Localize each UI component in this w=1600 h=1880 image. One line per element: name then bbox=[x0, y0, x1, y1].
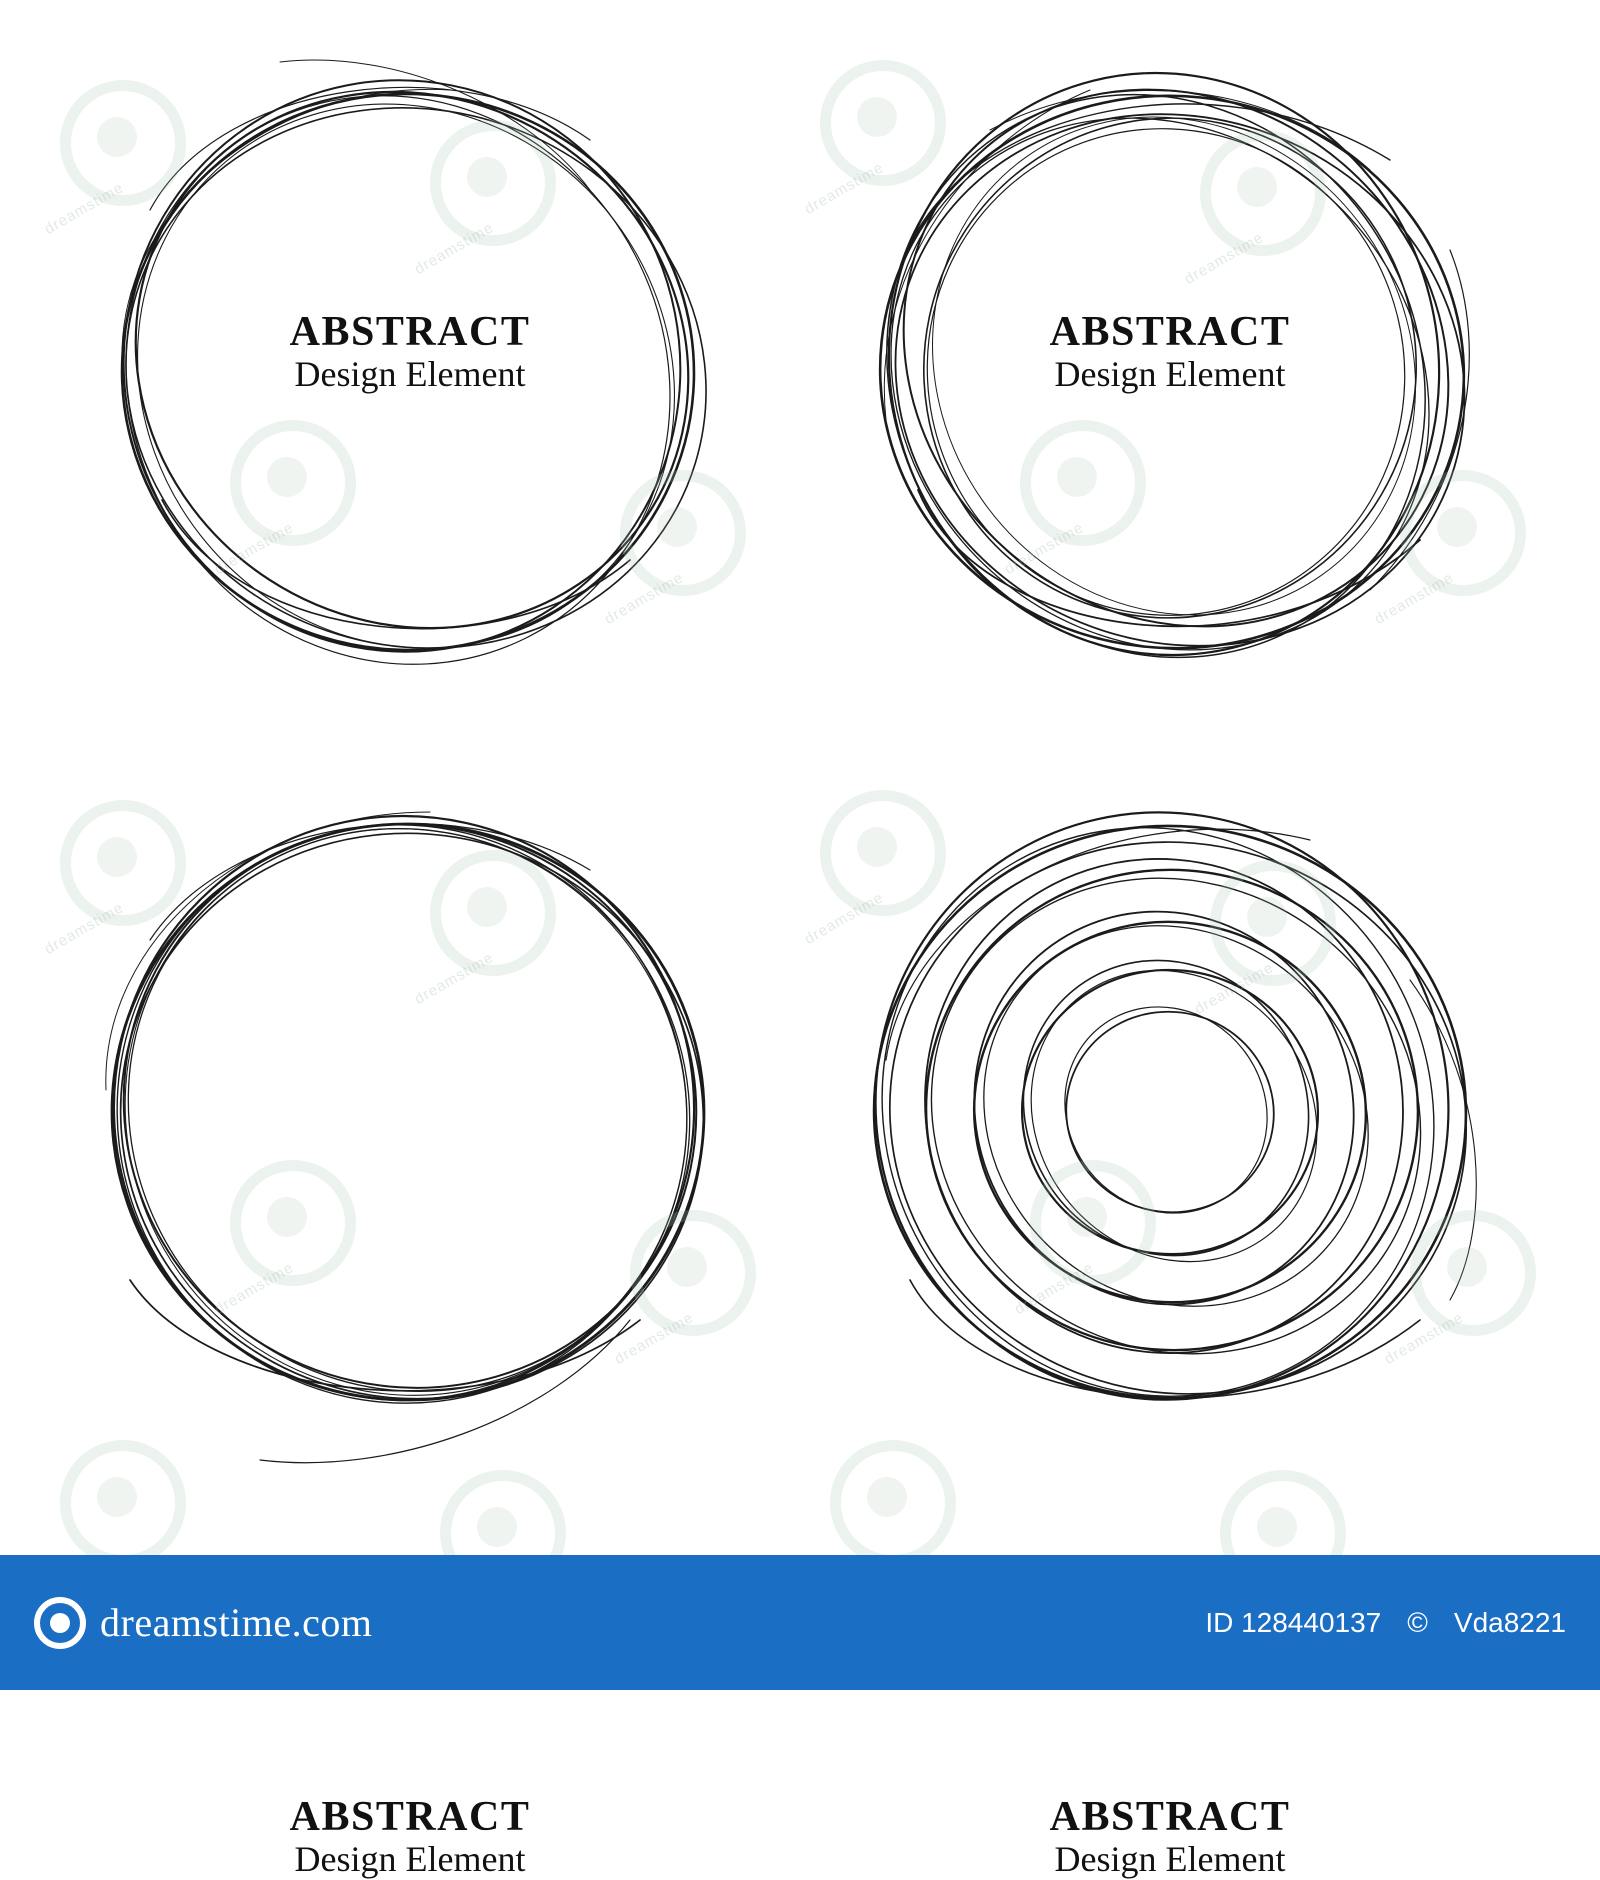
watermark-text: dreamstime bbox=[211, 1259, 297, 1318]
watermark-text: dreamstime bbox=[601, 569, 687, 628]
watermark-text: dreamstime bbox=[801, 889, 887, 948]
watermark-text: dreamstime bbox=[411, 219, 497, 278]
stock-footer-bar bbox=[0, 1555, 1600, 1690]
image-id-label: ID 128440137 bbox=[1205, 1606, 1382, 1638]
caption-title: ABSTRACT bbox=[289, 309, 531, 355]
caption-bottom-right bbox=[790, 1795, 1550, 1880]
dreamstime-logo-icon bbox=[34, 1597, 86, 1649]
caption-title: ABSTRACT bbox=[1049, 309, 1291, 355]
sketch-circle-svg bbox=[790, 760, 1550, 1500]
watermark-text: dreamstime bbox=[1181, 229, 1267, 288]
caption-subtitle: Design Element bbox=[294, 354, 526, 395]
watermark-text: dreamstime bbox=[1381, 1309, 1467, 1368]
watermark-text: dreamstime bbox=[211, 519, 297, 578]
caption-title: ABSTRACT bbox=[289, 1794, 531, 1840]
caption-top-left bbox=[30, 310, 790, 395]
watermark-text: dreamstime bbox=[1001, 519, 1087, 578]
sketch-circle-svg bbox=[30, 760, 790, 1500]
caption-subtitle: Design Element bbox=[294, 1839, 526, 1880]
brand-name: dreamstime.com bbox=[100, 1600, 373, 1645]
watermark-text: dreamstime bbox=[1371, 569, 1457, 628]
caption-top-right bbox=[790, 310, 1550, 395]
scribble-circle-top-right bbox=[790, 20, 1550, 760]
caption-title: ABSTRACT bbox=[1049, 1794, 1291, 1840]
watermark-text: dreamstime bbox=[41, 179, 127, 238]
watermark-text: dreamstime bbox=[41, 899, 127, 958]
copyright-symbol: © bbox=[1407, 1606, 1428, 1638]
brand-block[interactable] bbox=[34, 1597, 372, 1649]
watermark-text: dreamstime bbox=[411, 949, 497, 1008]
footer-meta bbox=[1205, 1607, 1566, 1639]
scribble-circle-top-left bbox=[30, 20, 790, 760]
contributor-name: Vda8221 bbox=[1453, 1606, 1566, 1638]
watermark-text: dreamstime bbox=[801, 159, 887, 218]
watermark-text: dreamstime bbox=[1011, 1259, 1097, 1318]
watermark-text: dreamstime bbox=[611, 1309, 697, 1368]
caption-bottom-left bbox=[30, 1795, 790, 1880]
caption-subtitle: Design Element bbox=[1054, 354, 1286, 395]
caption-subtitle: Design Element bbox=[1054, 1839, 1286, 1880]
watermark-text: dreamstime bbox=[1191, 959, 1277, 1018]
